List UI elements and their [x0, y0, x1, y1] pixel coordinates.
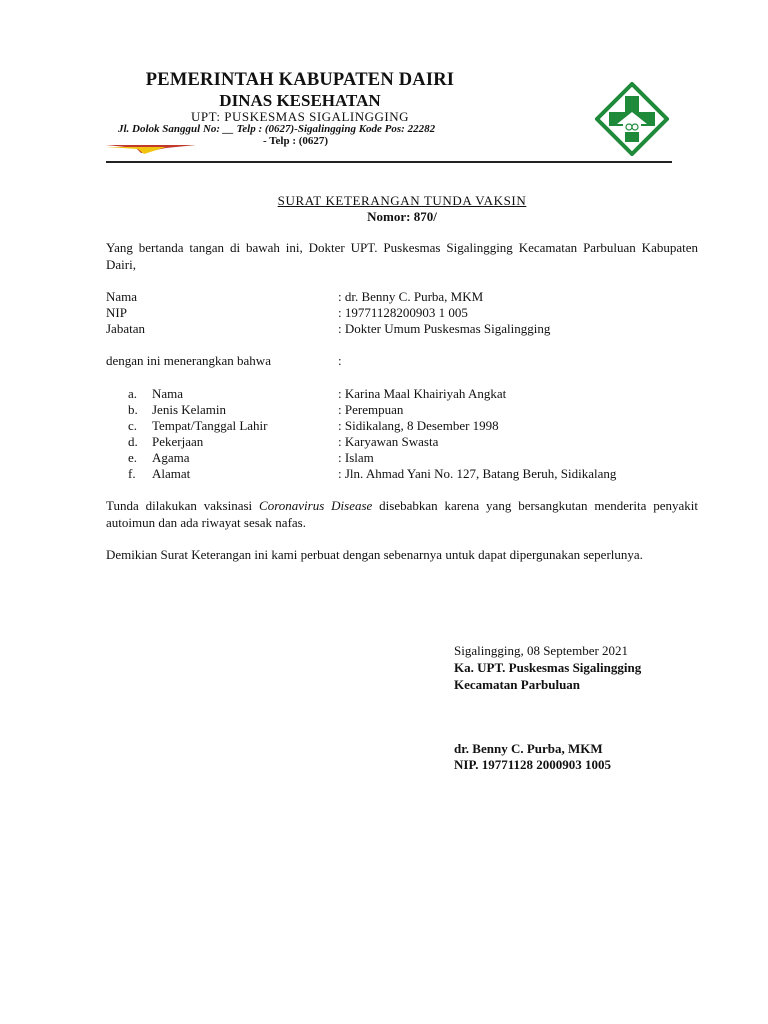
signature-nip: NIP. 19771128 2000903 1005	[454, 757, 611, 772]
patient-item-letter: e.	[128, 450, 138, 465]
reason-text-after: disebabkan karena yang bersangkutan menderita penyakit autoimun dan ada riwayat sesak nafas.	[106, 498, 698, 530]
patient-item-label: Tempat/Tanggal Lahir	[152, 418, 268, 433]
document-title: SURAT KETERANGAN TUNDA VAKSIN	[277, 193, 527, 208]
patient-item-letter: c.	[128, 418, 138, 433]
letterhead-government: PEMERINTAH KABUPATEN DAIRI	[145, 70, 455, 90]
patient-item-value: : Sidikalang, 8 Desember 1998	[338, 418, 499, 433]
patient-item-label: Agama	[152, 450, 190, 465]
letterhead-unit: UPT: PUSKESMAS SIGALINGGING	[191, 109, 409, 124]
puskesmas-cross-logo-icon	[595, 82, 669, 156]
patient-item-label: Alamat	[152, 466, 191, 481]
statement-label: dengan ini menerangkan bahwa	[106, 353, 271, 368]
patient-item-letter: b.	[128, 402, 138, 417]
signer-value: : dr. Benny C. Purba, MKM	[338, 289, 484, 304]
patient-item-value: : Karina Maal Khairiyah Angkat	[338, 386, 507, 401]
patient-item-value: : Perempuan	[338, 402, 404, 417]
reason-disease-name: Coronavirus Disease	[259, 498, 373, 513]
patient-item-label: Jenis Kelamin	[152, 402, 227, 417]
patient-item-letter: d.	[128, 434, 138, 449]
decorative-stripe-icon	[106, 145, 196, 155]
letterhead-phone: - Telp : (0627)	[263, 135, 329, 147]
signer-label: NIP	[106, 305, 127, 320]
patient-item-value: : Jln. Ahmad Yani No. 127, Batang Beruh, Sidikalang	[338, 466, 617, 481]
patient-item-value: : Karyawan Swasta	[338, 434, 439, 449]
patient-item-label: Nama	[152, 386, 184, 401]
letterhead-address: Jl. Dolok Sanggul No: __ Telp : (0627)-Sigalingging Kode Pos: 22282	[118, 123, 436, 135]
intro-paragraph: Yang bertanda tangan di bawah ini, Dokter UPT. Puskesmas Sigalingging Kecamatan Parbuluan Kabupaten Dairi,	[106, 240, 698, 272]
document-number: Nomor: 870/	[367, 209, 437, 224]
signer-value: : 19771128200903 1 005	[338, 305, 468, 320]
signature-place-date: Sigalingging, 08 September 2021	[454, 643, 629, 658]
patient-item-label: Pekerjaan	[152, 434, 204, 449]
letterhead-divider	[106, 161, 672, 163]
patient-item-letter: f.	[128, 466, 136, 481]
signature-position-district: Kecamatan Parbuluan	[454, 677, 581, 692]
signer-label: Nama	[106, 289, 138, 304]
statement-colon: :	[338, 353, 342, 368]
signature-name: dr. Benny C. Purba, MKM	[454, 741, 603, 756]
reason-paragraph	[106, 498, 698, 531]
reason-text-before: Tunda dilakukan vaksinasi	[106, 498, 260, 513]
signer-label: Jabatan	[106, 321, 145, 336]
patient-item-letter: a.	[128, 386, 138, 401]
letterhead-agency: DINAS KESEHATAN	[219, 91, 381, 110]
patient-item-value: : Islam	[338, 450, 374, 465]
signer-value: : Dokter Umum Puskesmas Sigalingging	[338, 321, 551, 336]
closing-paragraph: Demikian Surat Keterangan ini kami perbuat dengan sebenarnya untuk dapat dipergunakan seperlunya.	[106, 547, 643, 562]
signature-position: Ka. UPT. Puskesmas Sigalingging	[454, 660, 642, 675]
